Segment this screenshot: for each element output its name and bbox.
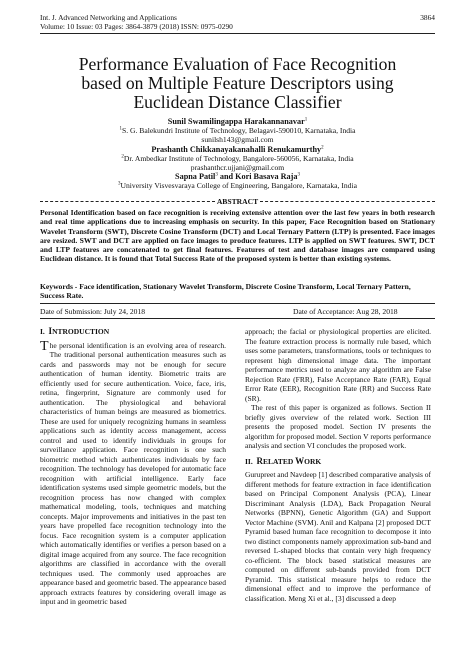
title-line-3: Euclidean Distance Classifier — [133, 92, 342, 112]
journal-header — [40, 13, 435, 31]
right-column — [245, 327, 431, 603]
author-name: Kori Basava Raja — [235, 172, 298, 182]
intro-paragraph: The personal identification is an evolving area of research. The traditional personal authentication measures such as cards and passwords may not be enough for secure authentication of human identity. Biometric traits are efficiently used for secure authentication. Voice, face, iris, retina, fingerprint, Signature are commonly used for authentication. The physiological and behavioral characteristics of human beings are measured as biometrics. These are used for uniquely recognizing humans in seamless applications such as identity access management, access control and used to identify individuals in groups for surveillance application. Face recognition is one such biometric method which authenticates individuals by face recognition. The technology has developed for automatic face recognition with artificial intelligence. Early face identification systems used simple geometric models, but the recognition process has now changed with complex mathematical modeling, tools, techniques and matching concepts. Major improvements and initiatives in the past ten years have propelled face recognition technology into the focus. Face recognition system is a computer application which automatically identifies or verifies a person based on a digital image acquired from any source. The face recognition algorithms are classified in accordance with the overall techniques used. The commonly used approaches are appearance based and geometric based. The appearance based approach extracts features by considering overall image as input and in geometric based — [40, 338, 227, 606]
author-2 — [40, 145, 435, 154]
author-3-4: Sapna Patil$^3$ and Kori Basava Raja$^3$ — [175, 172, 300, 182]
dates-rule-top — [40, 303, 435, 304]
author-name: Sunil Swamilingappa Harakannanavar — [167, 117, 305, 126]
journal-name: Int. J. Advanced Networking and Applications — [40, 13, 177, 22]
section-heading-introduction: I. INTRODUCTION — [40, 326, 110, 336]
dashed-rule — [260, 201, 435, 202]
organization-paragraph: The rest of this paper is organized as follows. Section II briefly gives overview of the related work. Section III presents the proposed model. Section IV presents the algorithm for proposed model. Section V reports performance analysis and section VI concludes the proposed work. — [245, 403, 431, 450]
journal-volume: Volume: 10 Issue: 03 Pages: 3864-3879 (2018) ISSN: 0975-0290 — [40, 22, 233, 31]
left-column — [40, 327, 226, 607]
dates-row — [40, 307, 435, 316]
abstract-heading — [40, 197, 435, 206]
affiliation-superscript: 1 — [119, 126, 122, 132]
author-superscript: 1 — [304, 117, 308, 123]
author-2-affiliation: $^2$Dr. Ambedkar Institute of Technology, Bangalore-560056, Karnataka, India — [121, 153, 354, 163]
affiliation-superscript: 2 — [121, 154, 124, 160]
affiliation-superscript: 3 — [118, 181, 121, 187]
page-number: 3864 — [420, 13, 435, 22]
submission-date: Date of Submission: July 24, 2018 — [40, 307, 146, 316]
acceptance-date: Date of Acceptance: Aug 28, 2018 — [293, 307, 398, 316]
author-name: Sapna Patil — [175, 172, 216, 182]
author-superscript: 2 — [321, 145, 324, 151]
author-3-affiliation: $^3$University Visvesvaraya College of Engineering, Bangalore, Karnataka, India — [118, 181, 357, 191]
abstract-text: Personal Identification based on face recognition is receiving extensive attention over the last few years in both research and real time applications due to increasing emphasis on security. In this paper, Face Recognition based on Stationary Wavelet Transform (SWT), Discrete Cosine Transform (DCT) and Local Ternary Pattern (LTP) is presented. Face images are resized. SWT and DCT are applied on face images to produce features. LTP is applied on SWT features. SWT, DCT and LTP features are concatenated to get final features. Features of test and database images are compared using Euclidean distance. It is found that Total Success Rate of the proposed system is better than existing systems. — [40, 208, 435, 264]
title-line-1: Performance Evaluation of Face Recognition — [78, 54, 397, 74]
section-heading-related-work: II. RELATED WORK — [245, 455, 322, 466]
title-line-2: based on Multiple Feature Descriptors using — [81, 73, 394, 93]
related-work-paragraph: Gurupreet and Navdeep [1] described comparative analysis of different methods for feature extraction in face identification based on Principal Component Analysis (PCA), Linear Discriminant Analysis (LDA), Back Propagation Neural Networks (BPNN), Genetic Algorithm (GA) and Support Vector Machine (SVM). Anil and Kalpana [2] proposed DCT Pyramid based human face recognition to decompose it into two distinct components namely approximation sub-band and reversed L-shaped blocks that contain very high frequency co-efficient. The block based statistical measures are computed on different sub-bands provided from DCT Pyramid. This statistical measure helps to reduce the dimensional effect and to improve the performance of classification. Meng Xi et al., [3] discussed a deep — [245, 470, 431, 603]
author-2-email[interactable]: prashanthcr.ujjani@gmail.com — [190, 163, 285, 173]
author-1 — [40, 117, 435, 126]
paper-title — [40, 55, 435, 112]
abstract-label: ABSTRACT — [216, 197, 259, 206]
author-block — [40, 117, 435, 191]
author-1-email[interactable]: sunilsh143@gmail.com — [201, 135, 274, 145]
dates-rule-bottom — [40, 318, 435, 319]
header-rule — [40, 33, 435, 34]
author-name: Prashanth Chikkanayakanahalli Renukamurthy — [151, 144, 322, 154]
author-1-affiliation: $^1$S. G. Balekundri Institute of Technology, Belagavi-590010, Karnataka, India — [119, 126, 356, 136]
dashed-rule — [40, 201, 215, 202]
keywords: Keywords - Face identification, Stationary Wavelet Transform, Discrete Cosine Transform, Local Ternary Pattern, Success Rate. — [40, 282, 411, 301]
intro-paragraph-continued: approach; the facial or physiological properties are elicited. The feature extraction process is normally rule based, which uses some parameters, transformations, tools or techniques to represent high dimensional image data. The important performance metrics used to analyze any algorithm are False Rejection Rate (FRR), False Acceptance Rate (FAR), Equal Error Rate (EER), Recognition Rate (RR) and Success Rate (SR). — [245, 327, 431, 403]
drop-cap: T — [40, 338, 49, 354]
